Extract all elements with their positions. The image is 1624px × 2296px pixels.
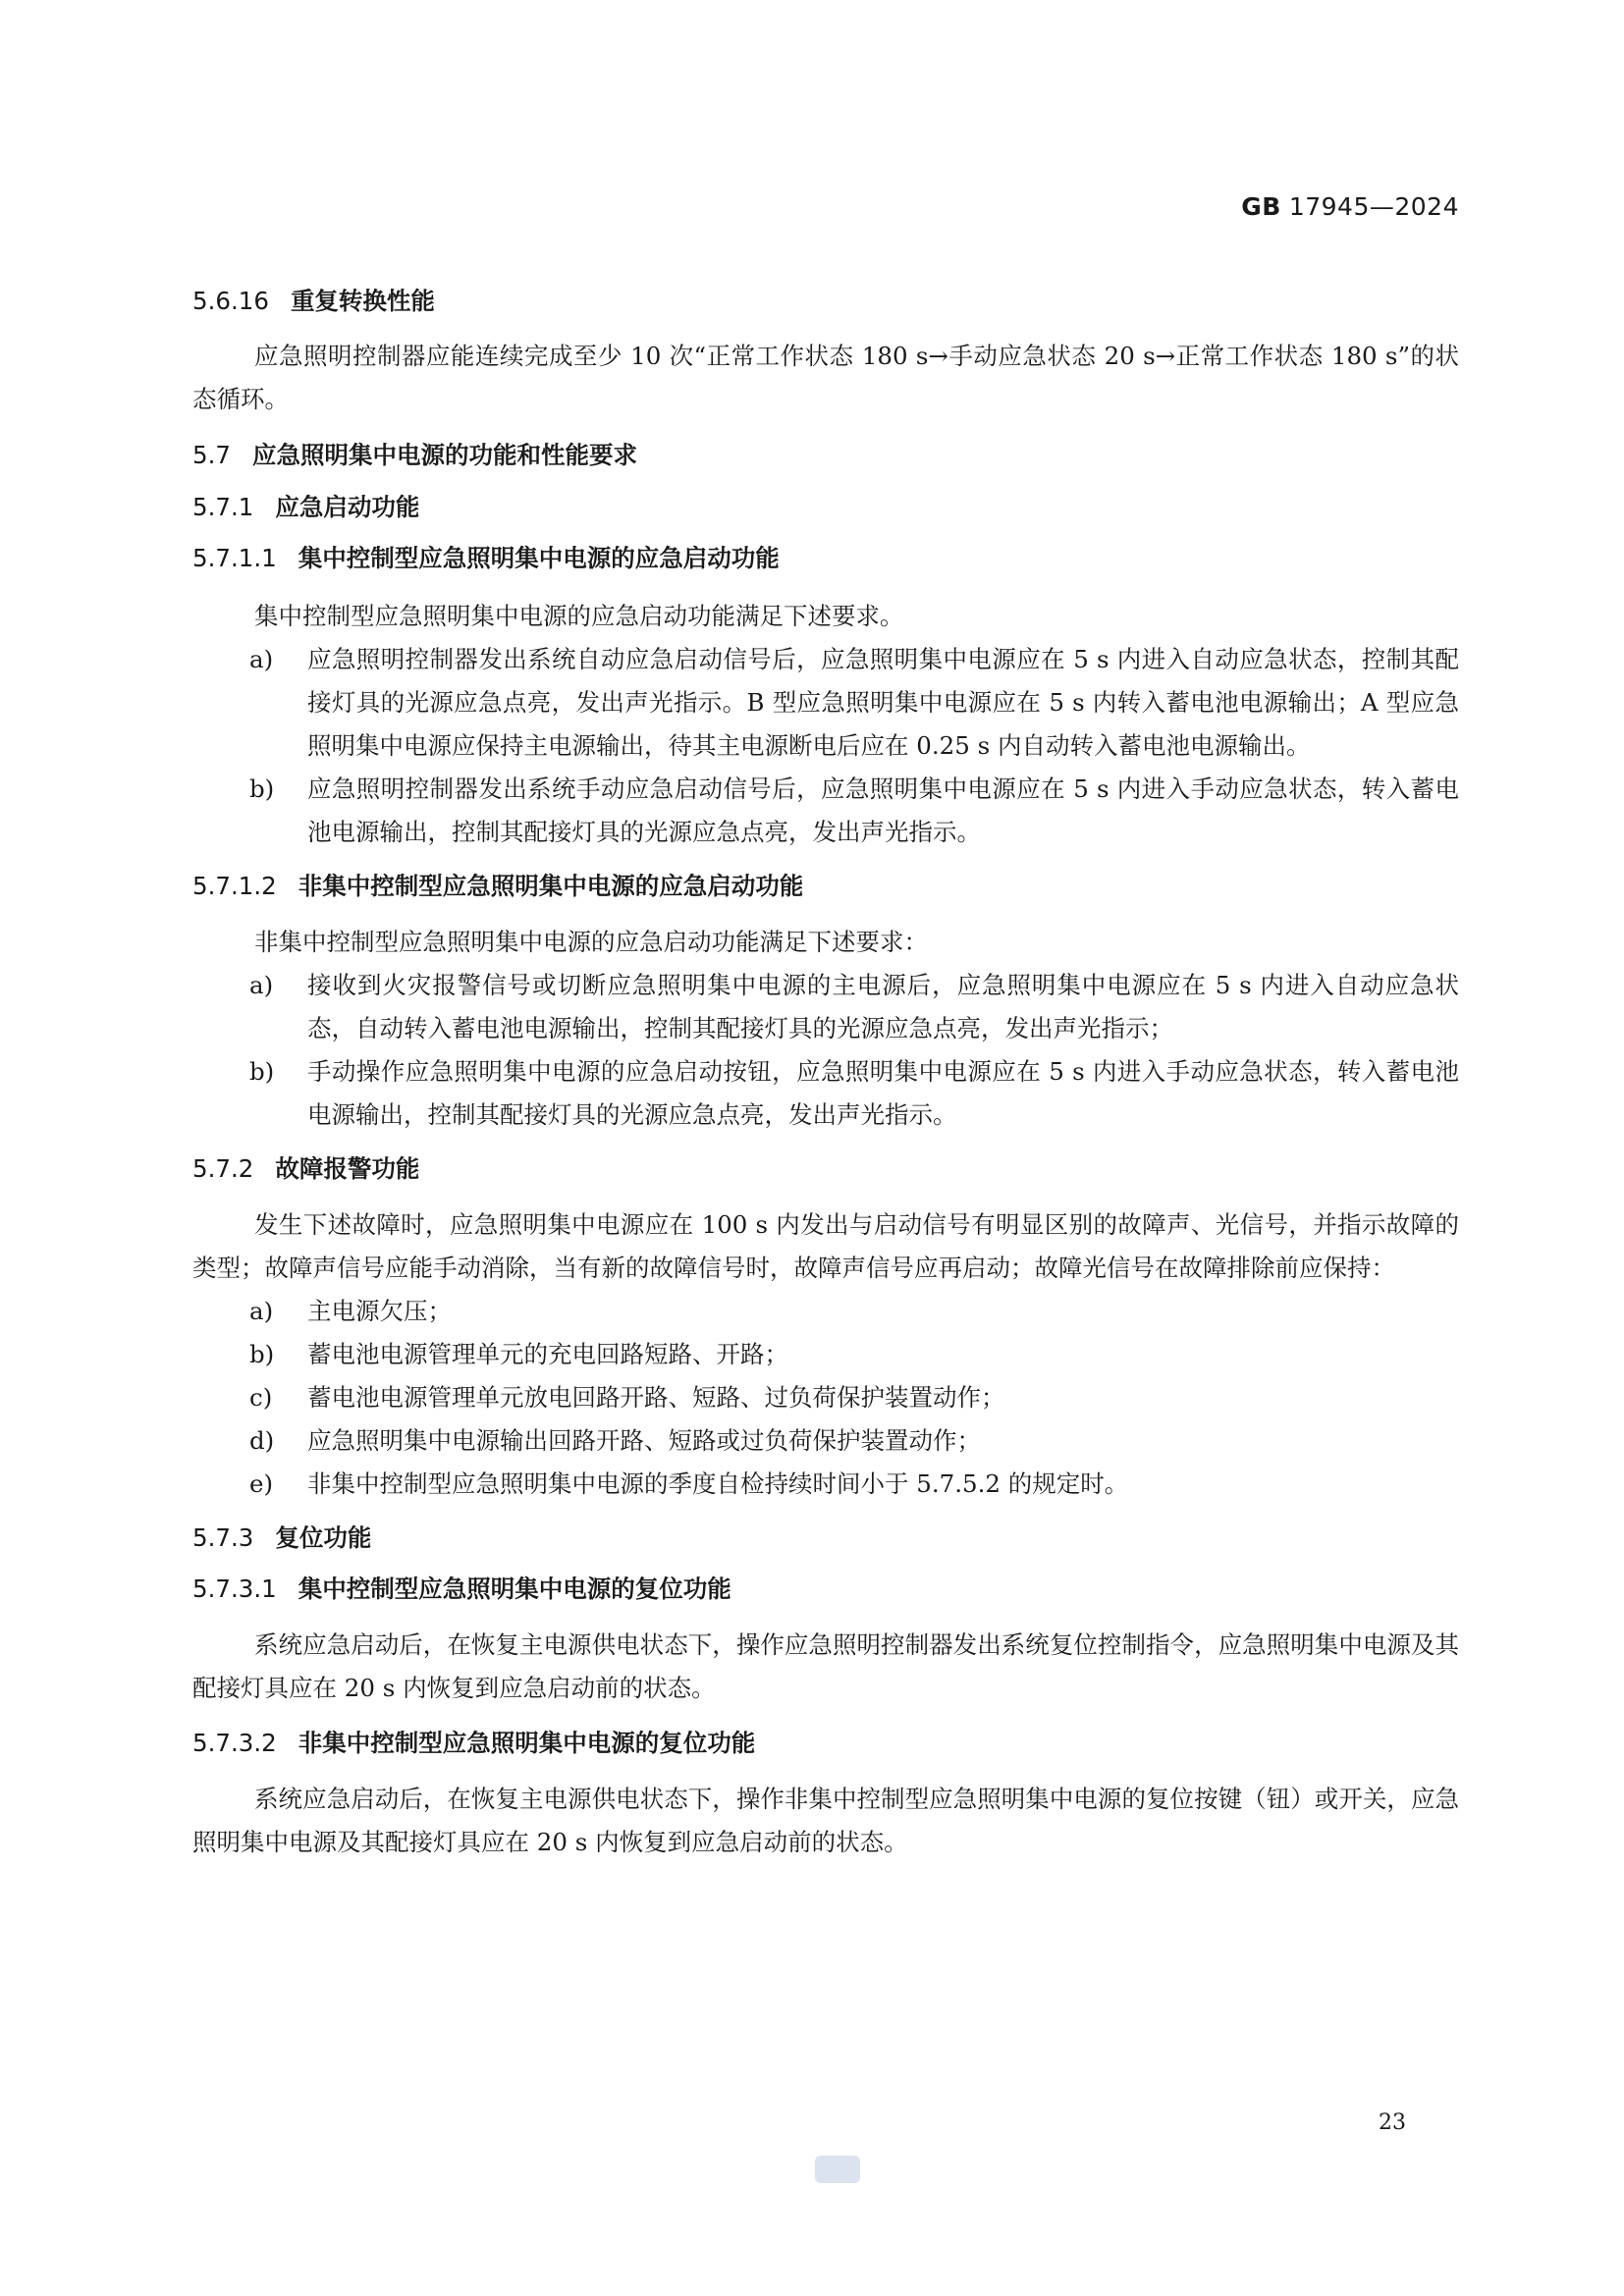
section-heading-5-7-1-2: 5.7.1.2 非集中控制型应急照明集中电源的应急启动功能 <box>192 872 804 900</box>
sac-logo <box>815 2156 860 2183</box>
paragraph: 非集中控制型应急照明集中电源的应急启动功能满足下述要求： <box>254 928 928 956</box>
section-heading-5-7-3-2: 5.7.3.2 非集中控制型应急照明集中电源的复位功能 <box>192 1729 756 1757</box>
standard-number <box>1241 192 1459 221</box>
list-item: a) 主电源欠压； <box>249 1297 452 1325</box>
section-heading-5-7-1-1: 5.7.1.1 集中控制型应急照明集中电源的应急启动功能 <box>192 544 780 572</box>
paragraph: 系统应急启动后，在恢复主电源供电状态下，操作非集中控制型应急照明集中电源的复位按键（钮）或开关，应急照明集中电源及其配接灯具应在 20 s 内恢复到应急启动前的状态。 <box>192 1785 1459 1856</box>
section-heading-5-7-1: 5.7.1 应急启动功能 <box>192 493 420 521</box>
document-body <box>192 287 1459 1864</box>
section-heading-5-7-2: 5.7.2 故障报警功能 <box>192 1154 420 1183</box>
paragraph: 集中控制型应急照明集中电源的应急启动功能满足下述要求。 <box>254 602 904 630</box>
paragraph: 系统应急启动后，在恢复主电源供电状态下，操作应急照明控制器发出系统复位控制指令，应急照明集中电源及其配接灯具应在 20 s 内恢复到应急启动前的状态。 <box>192 1630 1459 1702</box>
section-heading-5-7-3: 5.7.3 复位功能 <box>192 1523 372 1552</box>
section-heading-5-7: 5.7 应急照明集中电源的功能和性能要求 <box>192 441 637 469</box>
list-item: b) 应急照明控制器发出系统手动应急启动信号后，应急照明集中电源应在 5 s 内进入手动应急状态，转入蓄电池电源输出，控制其配接灯具的光源应急点亮，发出声光指示。 <box>249 774 1459 846</box>
section-heading-5-7-3-1: 5.7.3.1 集中控制型应急照明集中电源的复位功能 <box>192 1575 731 1603</box>
paragraph: 发生下述故障时，应急照明集中电源应在 100 s 内发出与启动信号有明显区别的故障声、光信号，并指示故障的类型；故障声信号应能手动消除，当有新的故障信号时，故障声信号应再启动；故障光信号在故障排除前应保持： <box>192 1210 1459 1282</box>
list-item: b) 手动操作应急照明集中电源的应急启动按钮，应急照明集中电源应在 5 s 内进入手动应急状态，转入蓄电池电源输出，控制其配接灯具的光源应急点亮，发出声光指示。 <box>249 1057 1459 1129</box>
paragraph: 应急照明控制器应能连续完成至少 10 次“正常工作状态 180 s→手动应急状态 20 s→正常工作状态 180 s”的状态循环。 <box>192 342 1459 413</box>
list-item: d) 应急照明集中电源输出回路开路、短路或过负荷保护装置动作； <box>249 1426 981 1455</box>
list-item: a) 接收到火灾报警信号或切断应急照明集中电源的主电源后，应急照明集中电源应在 5 s 内进入自动应急状态，自动转入蓄电池电源输出，控制其配接灯具的光源应急点亮，发出声光指示； <box>249 971 1459 1042</box>
standard-code: GB <box>1241 192 1281 221</box>
standard-year-number: 17945—2024 <box>1288 192 1459 221</box>
list-item: a) 应急照明控制器发出系统自动应急启动信号后，应急照明集中电源应在 5 s 内进入自动应急状态，控制其配接灯具的光源应急点亮，发出声光指示。B 型应急照明集中电源应在 5 s 内转入蓄电池电源输出；A 型应急照明集中电源应保持主电源输出，待其主电源断电后应在 0.25 s 内自动转入蓄电池电源输出。 <box>249 645 1459 760</box>
requirement-list <box>192 964 1459 1137</box>
list-item: c) 蓄电池电源管理单元放电回路开路、短路、过负荷保护装置动作； <box>249 1383 1005 1412</box>
fault-list <box>192 1290 1459 1506</box>
list-item: e) 非集中控制型应急照明集中电源的季度自检持续时间小于 5.7.5.2 的规定时。 <box>249 1469 1129 1498</box>
section-heading-5-6-16: 5.6.16 重复转换性能 <box>192 287 435 315</box>
page-number: 23 <box>1379 2110 1406 2135</box>
requirement-list <box>192 638 1459 854</box>
list-item: b) 蓄电池电源管理单元的充电回路短路、开路； <box>249 1340 788 1368</box>
